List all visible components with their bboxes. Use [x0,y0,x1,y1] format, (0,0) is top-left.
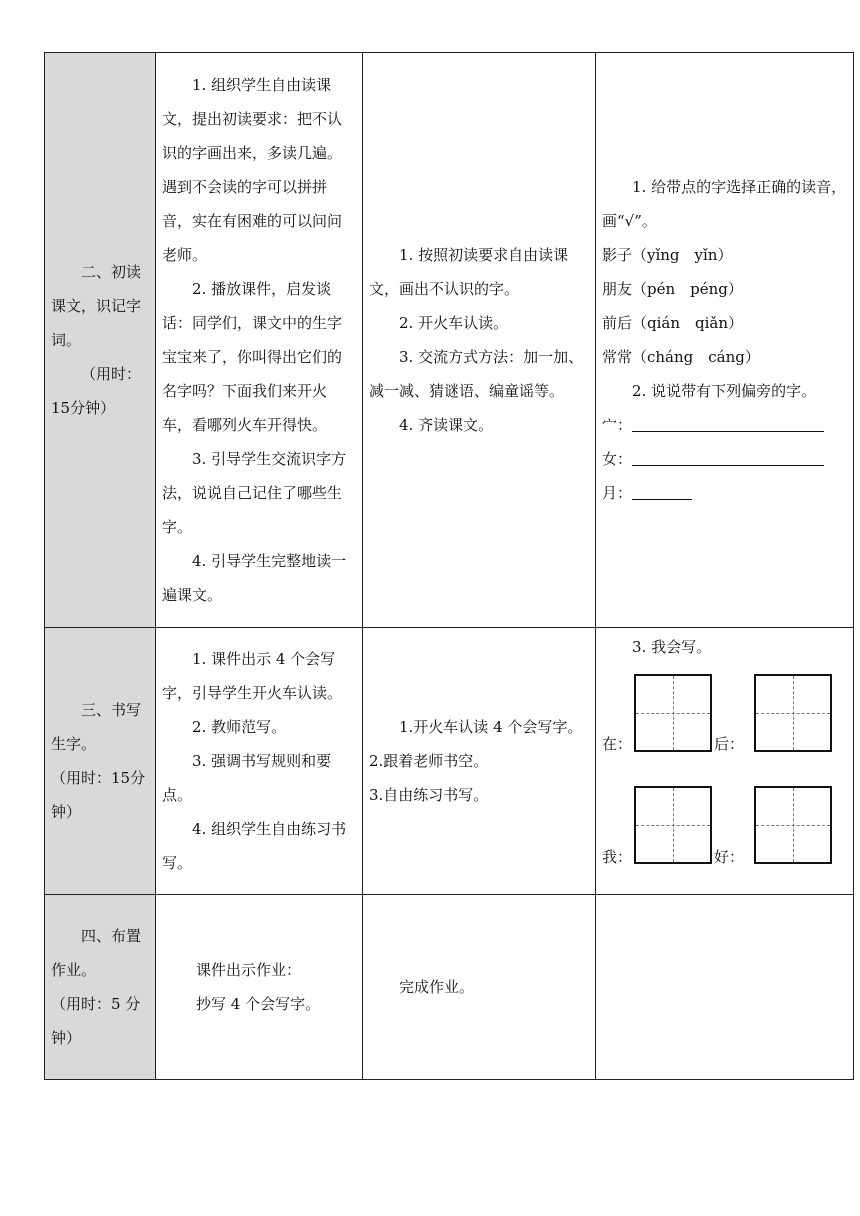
radical-label: 月： [602,484,633,502]
teacher-activity-cell [156,895,363,1080]
answer-blank[interactable] [632,481,692,500]
pinyin-item: 朋友（pén péng） [602,280,743,298]
stage-cell [45,53,156,628]
pinyin-item: 前后（qián qiǎn） [602,314,744,332]
teacher-step: 3. 引导学生交流识字方法，说说自己记住了哪些生字。 [162,450,347,536]
char-label: 后： [714,735,745,753]
pinyin-item: 常常（cháng cáng） [602,348,760,366]
teacher-step: 4. 引导学生完整地读一遍课文。 [162,552,347,604]
exercise-cell [596,53,854,628]
radical-label: 宀： [602,416,633,434]
student-step: 完成作业。 [399,978,475,996]
char-label: 我： [602,848,633,866]
teacher-activity-cell [156,53,363,628]
stage-duration: （用时：15分钟） [51,769,146,821]
table-row [45,895,854,1080]
student-activity-cell [363,628,596,895]
student-step: 1. 按照初读要求自由读课文，画出不认识的字。 [369,246,569,298]
table-row [45,53,854,628]
radical-item [602,408,847,442]
teacher-step: 2. 播放课件，启发谈话：同学们，课文中的生字宝宝来了，你叫得出它们的名字吗？下面我们来开火车，看哪列火车开得快。 [162,280,343,434]
table-row [45,628,854,895]
stage-duration: （用时：15分钟） [51,365,142,417]
student-activity-cell [363,895,596,1080]
tianzige-box[interactable] [634,674,712,752]
stage-title: 四、布置作业。 [51,927,142,979]
homework-line: 课件出示作业： [196,961,302,979]
teacher-step: 1. 课件出示 4 个会写字，引导学生开火车认读。 [162,650,343,702]
teacher-activity-cell [156,628,363,895]
tianzige-box[interactable] [634,786,712,864]
stage-cell [45,895,156,1080]
char-label: 好： [714,848,745,866]
stage-cell [45,628,156,895]
student-step: 4. 齐读课文。 [399,416,494,434]
exercise-cell [596,628,854,895]
pinyin-item: 影子（yǐng yǐn） [602,246,733,264]
student-activity-cell [363,53,596,628]
answer-blank[interactable] [632,413,824,432]
lesson-plan-table [44,52,854,1080]
tianzige-box[interactable] [754,674,832,752]
exercise-question: 3. 我会写。 [632,638,712,656]
stage-title: 三、书写生字。 [51,701,142,753]
stage-title: 二、初读课文，识记字词。 [51,263,142,349]
stage-duration: （用时：5 分钟） [51,995,141,1047]
char-label: 在： [602,735,633,753]
teacher-step: 1. 组织学生自由读课文，提出初读要求：把不认识的字画出来，多读几遍。遇到不会读的字可以拼拼音，实在有困难的可以问问老师。 [162,76,343,264]
tianzige-box[interactable] [754,786,832,864]
exercise-question: 1. 给带点的字选择正确的读音，画“√”。 [602,178,847,230]
exercise-cell [596,895,854,1080]
student-step: 2.跟着老师书空。 [369,752,489,770]
homework-line: 抄写 4 个会写字。 [196,995,321,1013]
student-step: 3.自由练习书写。 [369,786,489,804]
radical-label: 女： [602,450,633,468]
teacher-step: 2. 教师范写。 [192,718,287,736]
teacher-step: 3. 强调书写规则和要点。 [162,752,332,804]
student-step: 2. 开火车认读。 [399,314,509,332]
radical-item [602,442,847,476]
teacher-step: 4. 组织学生自由练习书写。 [162,820,347,872]
student-step: 1.开火车认读 4 个会写字。 [399,718,583,736]
student-step: 3. 交流方式方法：加一加、减一减、猜谜语、编童谣等。 [369,348,584,400]
writing-grid [602,664,847,894]
exercise-question: 2. 说说带有下列偏旁的字。 [632,382,817,400]
answer-blank[interactable] [632,447,824,466]
radical-item [602,476,847,510]
